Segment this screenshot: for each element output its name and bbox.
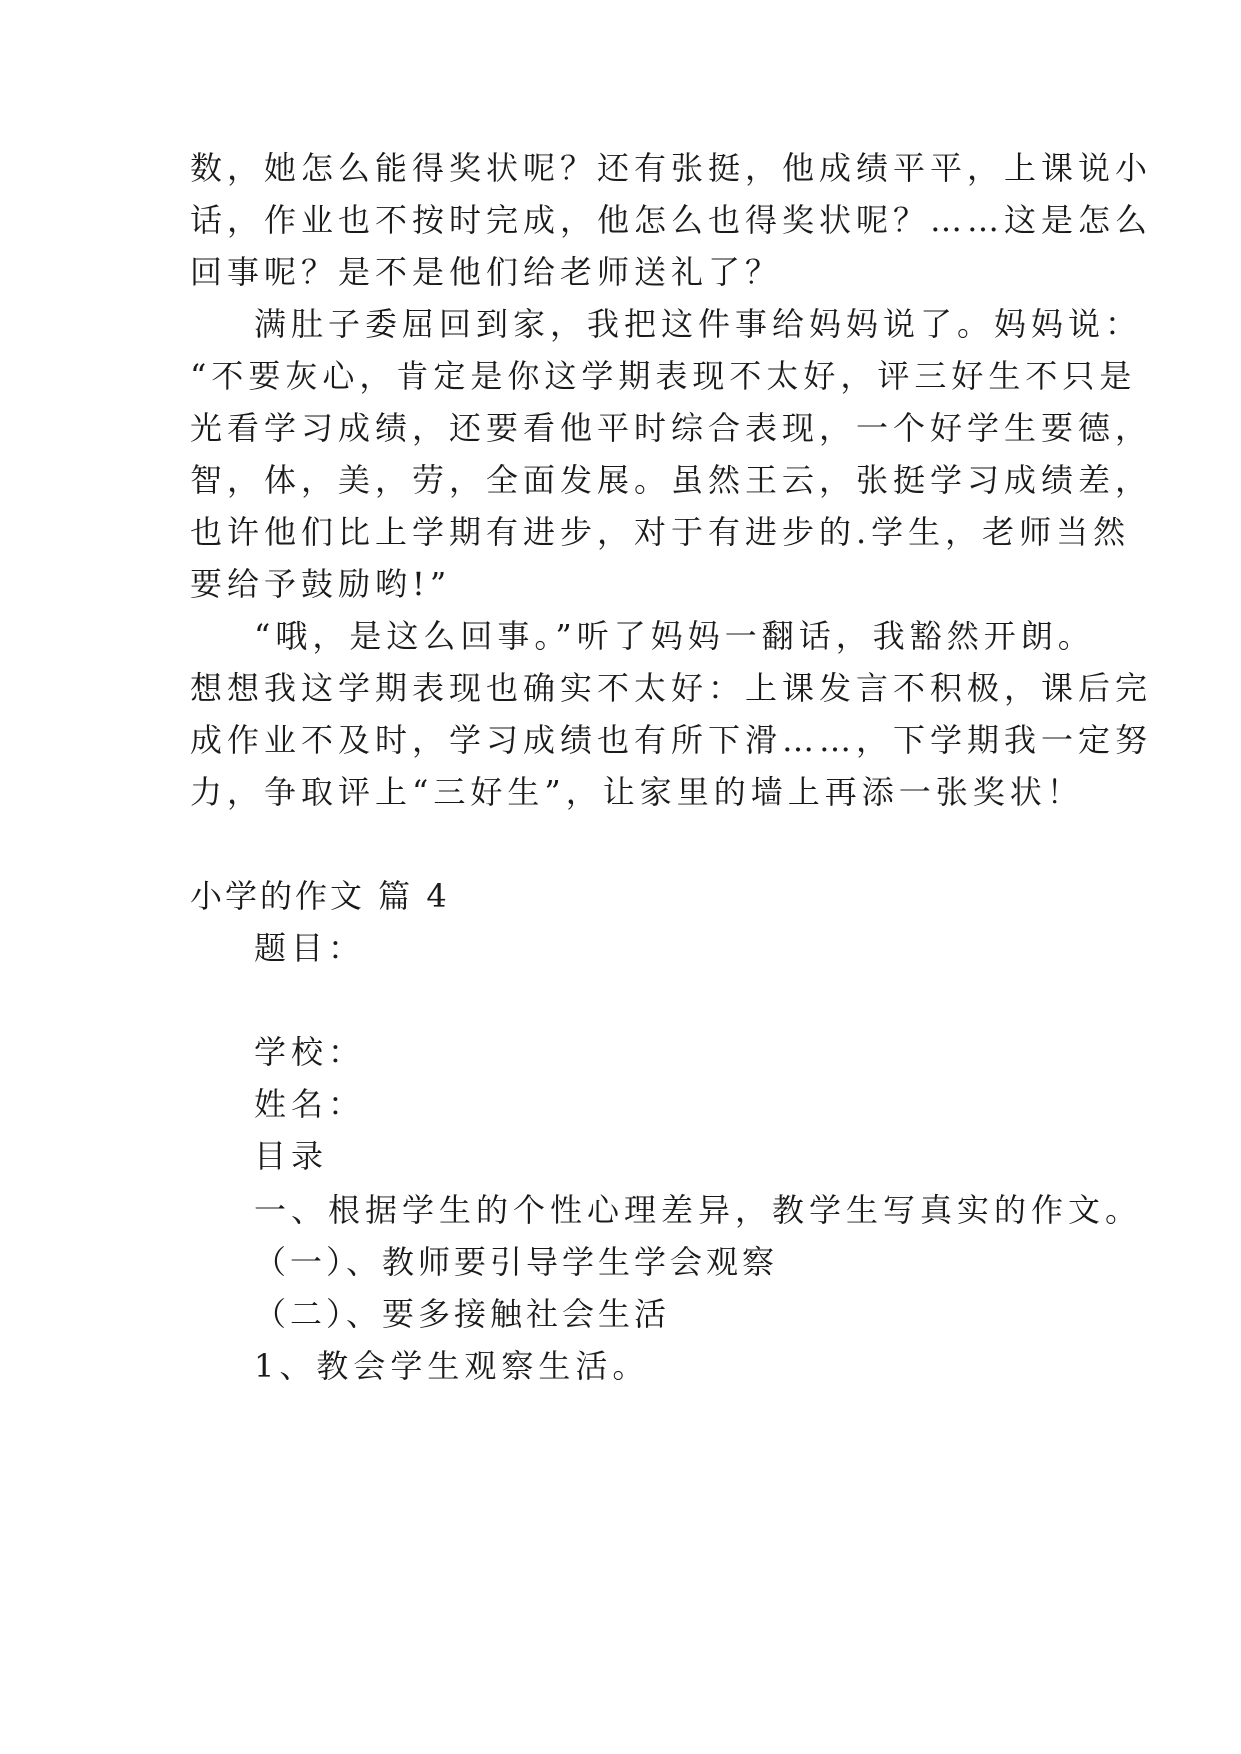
- title-label: 题目：: [254, 929, 366, 967]
- paragraph-3-line-3: 成作业不及时，学习成绩也有所下滑……，下学期我一定努: [190, 721, 1153, 759]
- school-label: 学校：: [254, 1033, 366, 1071]
- toc-item-1: 一、根据学生的个性心理差异，教学生写真实的作文。: [254, 1191, 1143, 1229]
- name-label: 姓名：: [254, 1085, 366, 1123]
- paragraph-2-line-3: 光看学习成绩，还要看他平时综合表现，一个好学生要德，: [190, 409, 1153, 447]
- paragraph-2-line-1: 满肚子委屈回到家，我把这件事给妈妈说了。妈妈说：: [254, 305, 1143, 343]
- paragraph-3-line-4: 力，争取评上“三好生”，让家里的墙上再添一张奖状！: [190, 773, 1084, 811]
- paragraph-1-line-1: 数，她怎么能得奖状呢？还有张挺，他成绩平平，上课说小: [190, 149, 1153, 187]
- toc-heading: 目录: [254, 1137, 329, 1175]
- toc-item-1-1: （一）、教师要引导学生学会观察: [254, 1243, 779, 1281]
- paragraph-3-line-1: “哦，是这么回事。”听了妈妈一翻话，我豁然开朗。: [254, 617, 1095, 655]
- paragraph-3-line-2: 想想我这学期表现也确实不太好：上课发言不积极，课后完: [190, 669, 1153, 707]
- section-heading: 小学的作文 篇 4: [190, 877, 450, 915]
- paragraph-2-line-2: “不要灰心，肯定是你这学期表现不太好，评三好生不只是: [190, 357, 1137, 395]
- toc-item-1-2: （二）、要多接触社会生活: [254, 1295, 671, 1333]
- paragraph-1-line-2: 话，作业也不按时完成，他怎么也得奖状呢？……这是怎么: [190, 201, 1153, 239]
- paragraph-1-line-3: 回事呢？是不是他们给老师送礼了？: [190, 253, 783, 291]
- paragraph-2-line-4: 智，体，美，劳，全面发展。虽然王云，张挺学习成绩差，: [190, 461, 1153, 499]
- paragraph-2-line-5: 也许他们比上学期有进步，对于有进步的.学生，老师当然: [190, 513, 1131, 551]
- paragraph-2-line-6: 要给予鼓励哟!”: [190, 565, 452, 603]
- toc-item-1-2-1: 1、教会学生观察生活。: [254, 1347, 650, 1385]
